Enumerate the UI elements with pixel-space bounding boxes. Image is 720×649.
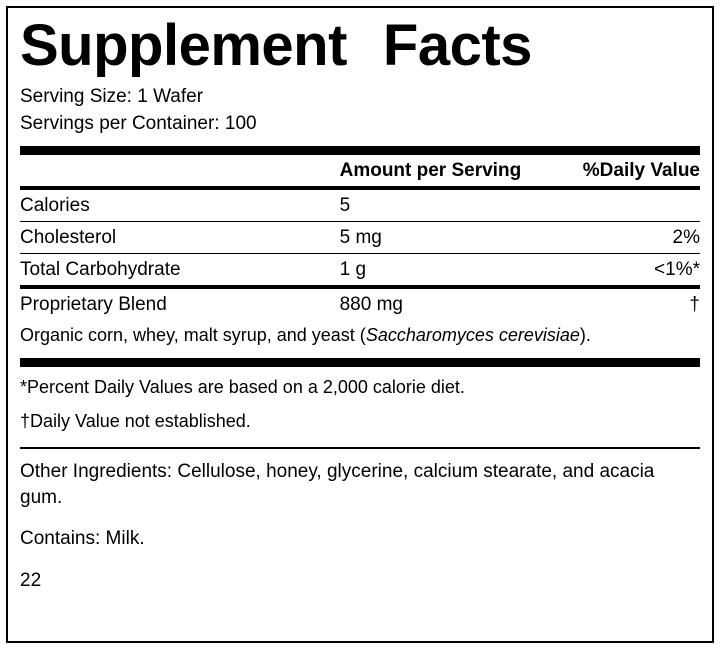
table-row (20, 289, 700, 320)
blend-ingredients (20, 320, 700, 350)
header-daily-value: %Daily Value (582, 159, 700, 181)
page-title (20, 13, 700, 78)
row-name-cholesterol: Cholesterol (20, 226, 117, 248)
blend-prefix: Organic corn, whey, malt syrup, and yeast ( (20, 324, 366, 345)
other-ingredients: Other Ingredients: Cellulose, honey, glycerine, calcium stearate, and acacia gum. (20, 460, 655, 508)
header-blank (20, 155, 340, 186)
row-name-proprietary-blend: Proprietary Blend (20, 293, 167, 315)
table-row-detail (20, 320, 700, 350)
blend-italic-species: Saccharomyces cerevisiae (365, 324, 580, 345)
row-dv-calories (544, 190, 700, 221)
row-amount-calories: 5 (339, 194, 351, 216)
page-number: 22 (20, 569, 42, 591)
contains-statement: Contains: Milk. (20, 528, 145, 550)
title-second: Facts (382, 13, 532, 78)
row-amount-total-carbohydrate: 1 g (339, 258, 367, 280)
serving-size: Serving Size: 1 Wafer (20, 85, 204, 107)
row-name-calories: Calories (20, 194, 90, 216)
nutrition-table (20, 155, 700, 186)
title-main: Supplement (20, 13, 347, 78)
header-amount-per-serving: Amount per Serving (339, 159, 522, 181)
table-row (20, 222, 700, 253)
servings-per-container: Servings per Container: 100 (20, 113, 257, 135)
proprietary-blend-table (20, 289, 700, 350)
row-amount-proprietary-blend: 880 mg (339, 293, 403, 315)
table-row (20, 254, 700, 285)
table-header-row (20, 155, 700, 186)
supplement-facts-panel (6, 6, 714, 643)
row-dv-total-carbohydrate: <1%* (654, 258, 700, 280)
nutrition-rows-3 (20, 254, 700, 285)
table-row (20, 190, 700, 221)
nutrition-rows (20, 190, 700, 221)
footnote-daily-values: *Percent Daily Values are based on a 2,000 calorie diet. (20, 376, 465, 397)
row-dv-proprietary-blend: † (689, 293, 700, 315)
nutrition-rows-2 (20, 222, 700, 253)
divider-thick-bottom (20, 358, 700, 367)
divider-panel-bottom (20, 447, 700, 449)
footnote-dv-not-established: †Daily Value not established. (20, 410, 251, 431)
row-dv-cholesterol: 2% (672, 226, 700, 248)
blend-suffix: ). (579, 324, 591, 345)
row-amount-cholesterol: 5 mg (339, 226, 382, 248)
divider-thick-top (20, 146, 700, 155)
row-name-total-carbohydrate: Total Carbohydrate (20, 258, 181, 280)
